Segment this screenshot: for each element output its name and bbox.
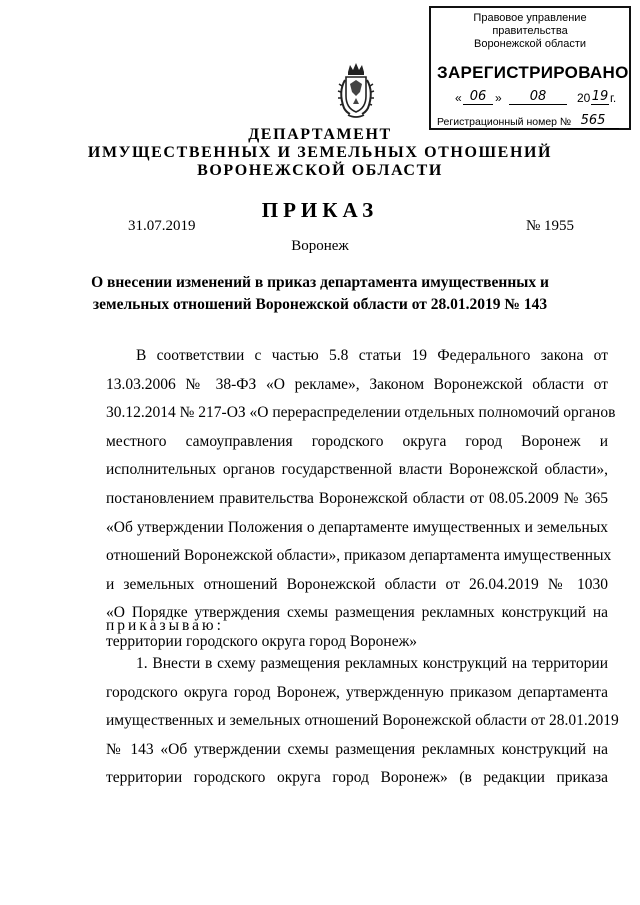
text-line: № 143 «Об утверждении схемы размещения рекламных конструкций на [106,740,608,758]
subject-line2: земельных отношений Воронежской области от 28.01.2019 № 143 [92,296,548,313]
text-line: постановлением правительства Воронежской области от 08.05.2009 № 365 [106,489,608,507]
text-line: и земельных отношений Воронежской области от 26.04.2019 № 1030 [106,575,608,593]
text-line: имущественных и земельных отношений Воронежской области от 28.01.2019 [106,712,619,730]
text-line: «Об утверждении Положения о департаменте имущественных и земельных [106,518,608,536]
stamp-date-row: « 06 » 08 20 19 г. [455,89,617,105]
subject-line1: О внесении изменений в приказ департамента имущественных и [91,274,549,291]
document-city: Воронеж [291,238,349,254]
stamp-year-end: г. [610,91,617,105]
text-line: 1. Внести в схему размещения рекламных конструкций на территории [136,655,608,672]
department-name-line1: ДЕПАРТАМЕНТ [248,126,392,143]
text-line: городского округа город Воронеж, утвержденную приказом департамента [106,683,608,701]
coat-of-arms-icon [336,62,376,120]
stamp-registered-label: ЗАРЕГИСТРИРОВАНО [437,63,629,82]
text-line: В соответствии с частью 5.8 статьи 19 Федерального закона от [136,347,608,364]
document-number: № 1955 [526,218,575,234]
stamp-org-line2: Воронежской области [473,38,586,50]
department-name-line3: ВОРОНЕЖСКОЙ ОБЛАСТИ [197,162,443,179]
text-line: местного самоуправления городского округа город Воронеж и [106,432,608,450]
text-line: 30.12.2014 № 217-ОЗ «О перераспределении отдельных полномочий органов [106,404,616,422]
text-line: «О Порядке утверждения схемы размещения рекламных конструкций на [106,604,608,622]
order-word: приказываю: [106,617,224,634]
stamp-month: 08 [509,89,567,105]
clause-1-paragraph [106,650,619,793]
text-line: территории городского округа город Воронеж» (в редакции приказа [106,769,608,787]
stamp-org-line1: Правовое управление правительства [473,12,587,37]
text-line: 13.03.2006 № 38-ФЗ «О рекламе», Законом Воронежской области от [106,375,608,393]
document-title: ПРИКАЗ [261,198,379,222]
document-date: 31.07.2019 [128,218,196,234]
text-line: исполнительных органов государственной власти Воронежской области», [106,461,608,479]
stamp-reg-label: Регистрационный номер № [437,116,572,128]
text-line: отношений Воронежской области», приказом департамента имущественных [106,547,612,565]
preamble-paragraph [106,342,616,657]
stamp-day: 06 [463,89,493,105]
department-name-line2: ИМУЩЕСТВЕННЫХ И ЗЕМЕЛЬНЫХ ОТНОШЕНИЙ [87,144,553,161]
stamp-reg-number: 565 [567,113,619,129]
registration-stamp [429,6,631,130]
text-line: территории городского округа город Воронеж» [106,632,418,650]
stamp-year-suffix: 19 [591,89,609,104]
stamp-year-prefix: 20 [577,91,591,105]
